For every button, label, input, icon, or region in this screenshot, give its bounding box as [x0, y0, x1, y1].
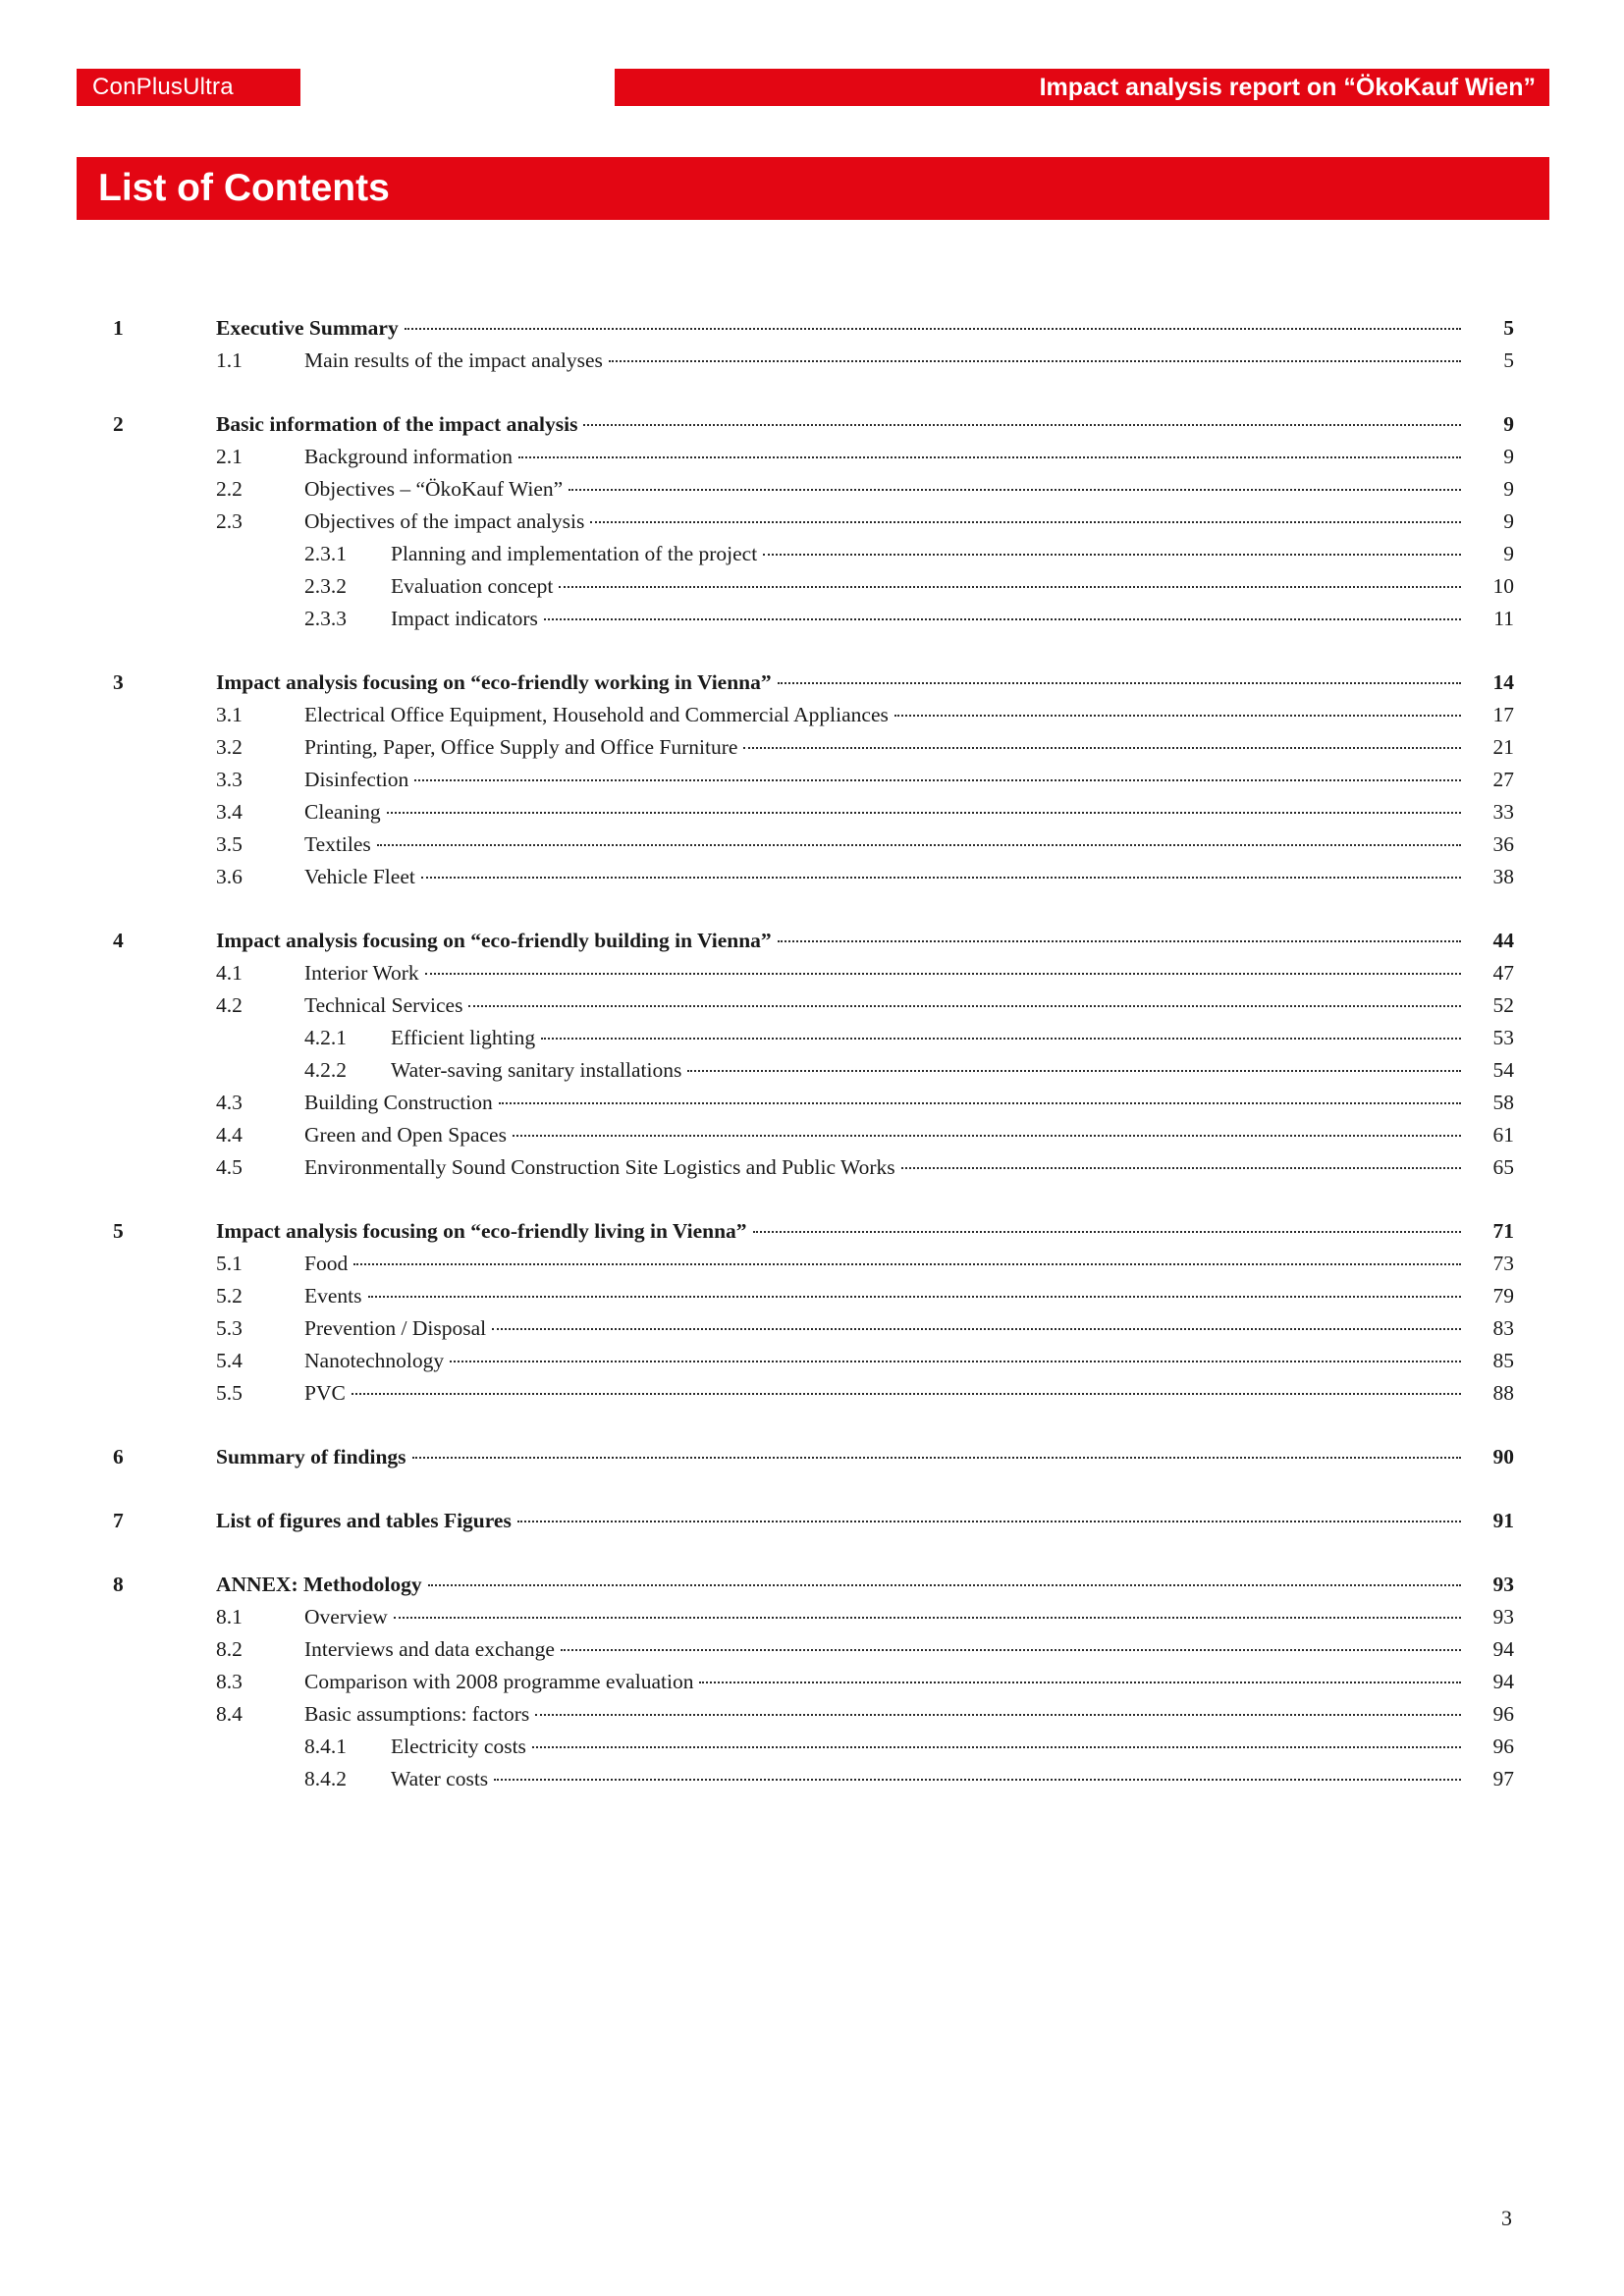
- toc-entry: [113, 1248, 1514, 1280]
- toc-entry-number: 4.2: [216, 993, 243, 1017]
- toc-entry: [113, 1698, 1514, 1731]
- toc-entry-number: 6: [113, 1445, 124, 1468]
- toc-dotted-leader: [421, 877, 1461, 879]
- toc-entry-page: 52: [1492, 993, 1514, 1017]
- toc-entry-number: 8.1: [216, 1605, 243, 1629]
- toc-entry-page: 54: [1492, 1058, 1514, 1082]
- toc-entry-number: 8.4: [216, 1702, 243, 1726]
- toc-entry-page: 27: [1492, 768, 1514, 791]
- toc-dotted-leader: [492, 1328, 1461, 1330]
- toc-entry-number: 4.3: [216, 1091, 243, 1114]
- toc-entry-page: 88: [1492, 1381, 1514, 1405]
- toc-entry-page: 94: [1492, 1637, 1514, 1661]
- toc-entry-number: 4.4: [216, 1123, 243, 1147]
- toc-dotted-leader: [763, 554, 1461, 556]
- toc-entry: [113, 1151, 1514, 1184]
- toc-dotted-leader: [559, 586, 1461, 588]
- page-title: List of Contents: [77, 157, 1549, 220]
- toc-entry-page: 9: [1503, 542, 1514, 565]
- toc-entry: [113, 1280, 1514, 1312]
- toc-dotted-leader: [561, 1649, 1461, 1651]
- toc-entry-page: 10: [1492, 574, 1514, 598]
- toc-entry: [113, 1377, 1514, 1410]
- page-header: [77, 69, 1549, 106]
- toc-entry-number: 5: [113, 1219, 124, 1243]
- toc-entry: [113, 570, 1514, 603]
- toc-entry-page: 65: [1492, 1155, 1514, 1179]
- report-title: Impact analysis report on “ÖkoKauf Wien”: [615, 69, 1549, 106]
- toc-entry: [113, 1022, 1514, 1054]
- toc-entry-number: 5.2: [216, 1284, 243, 1308]
- toc-entry-page: 58: [1492, 1091, 1514, 1114]
- toc-entry: [113, 1633, 1514, 1666]
- toc-dotted-leader: [414, 779, 1461, 781]
- toc-entry-number: 7: [113, 1509, 124, 1532]
- toc-entry-title: Green and Open Spaces: [304, 1123, 507, 1147]
- toc-entry-title: Building Construction: [304, 1091, 493, 1114]
- toc-dotted-leader: [387, 812, 1461, 814]
- toc-entry: [113, 1601, 1514, 1633]
- toc-dotted-leader: [778, 682, 1461, 684]
- toc-entry-page: 73: [1492, 1252, 1514, 1275]
- toc-entry-number: 3.2: [216, 735, 243, 759]
- toc-dotted-leader: [412, 1457, 1461, 1459]
- toc-entry-number: 5.1: [216, 1252, 243, 1275]
- toc-entry-title: Interior Work: [304, 961, 419, 985]
- toc-entry-title: Basic information of the impact analysis: [216, 412, 578, 436]
- toc-entry-title: Summary of findings: [216, 1445, 406, 1468]
- toc-dotted-leader: [535, 1714, 1461, 1716]
- toc-entry-title: Background information: [304, 445, 513, 468]
- toc-dotted-leader: [513, 1135, 1461, 1137]
- toc-entry-number: 5.3: [216, 1316, 243, 1340]
- toc-entry: [113, 345, 1514, 377]
- toc-entry: [113, 1763, 1514, 1795]
- toc-dotted-leader: [425, 973, 1461, 975]
- toc-entry-title: Executive Summary: [216, 316, 399, 340]
- toc-dotted-leader: [352, 1393, 1461, 1395]
- toc-entry-title: Water costs: [391, 1767, 489, 1790]
- toc-entry: [113, 1054, 1514, 1087]
- toc-entry-page: 97: [1492, 1767, 1514, 1790]
- toc-dotted-leader: [450, 1361, 1461, 1362]
- toc-entry: [113, 538, 1514, 570]
- toc-dotted-leader: [568, 489, 1461, 491]
- toc-dotted-leader: [377, 844, 1461, 846]
- toc-entry: [113, 1569, 1514, 1601]
- toc-entry-number: 5.4: [216, 1349, 243, 1372]
- toc-entry-title: Overview: [304, 1605, 388, 1629]
- toc-dotted-leader: [901, 1167, 1461, 1169]
- toc-dotted-leader: [590, 521, 1461, 523]
- toc-entry-number: 2.2: [216, 477, 243, 501]
- toc-dotted-leader: [687, 1070, 1461, 1072]
- toc-entry: [113, 667, 1514, 699]
- toc-entry-number: 2.3.3: [304, 607, 347, 630]
- toc-entry: [113, 957, 1514, 989]
- toc-entry-title: Impact analysis focusing on “eco-friendly building in Vienna”: [216, 929, 772, 952]
- toc-entry-title: Disinfection: [304, 768, 409, 791]
- toc-entry-number: 4.1: [216, 961, 243, 985]
- toc-entry-page: 94: [1492, 1670, 1514, 1693]
- toc-entry-page: 5: [1503, 348, 1514, 372]
- toc-entry: [113, 989, 1514, 1022]
- toc-entry-page: 33: [1492, 800, 1514, 824]
- toc-dotted-leader: [753, 1231, 1461, 1233]
- toc-dotted-leader: [544, 618, 1461, 620]
- toc-dotted-leader: [428, 1584, 1461, 1586]
- toc-entry-number: 8.3: [216, 1670, 243, 1693]
- toc-entry-title: Objectives of the impact analysis: [304, 509, 585, 533]
- toc-entry-title: Events: [304, 1284, 362, 1308]
- toc-dotted-leader: [532, 1746, 1461, 1748]
- toc-entry-number: 5.5: [216, 1381, 243, 1405]
- toc-entry-number: 3: [113, 670, 124, 694]
- toc-entry-title: Water-saving sanitary installations: [391, 1058, 682, 1082]
- toc-entry-page: 85: [1492, 1349, 1514, 1372]
- toc-entry-page: 9: [1503, 412, 1514, 436]
- toc-entry-page: 61: [1492, 1123, 1514, 1147]
- toc-entry-page: 17: [1492, 703, 1514, 726]
- toc-entry: [113, 506, 1514, 538]
- toc-entry-page: 9: [1503, 509, 1514, 533]
- toc-entry-page: 83: [1492, 1316, 1514, 1340]
- toc-entry-title: Basic assumptions: factors: [304, 1702, 530, 1726]
- toc-dotted-leader: [405, 328, 1461, 330]
- toc-entry-title: Comparison with 2008 programme evaluation: [304, 1670, 694, 1693]
- toc-entry: [113, 1215, 1514, 1248]
- toc-entry: [113, 861, 1514, 893]
- toc-entry-number: 8.4.2: [304, 1767, 347, 1790]
- toc-entry-number: 4.2.2: [304, 1058, 347, 1082]
- toc-entry-number: 3.3: [216, 768, 243, 791]
- toc-entry-title: Electricity costs: [391, 1735, 526, 1758]
- toc-entry-title: Impact analysis focusing on “eco-friendly living in Vienna”: [216, 1219, 747, 1243]
- toc-entry-title: List of figures and tables Figures: [216, 1509, 512, 1532]
- toc-entry-number: 4.5: [216, 1155, 243, 1179]
- toc-entry-page: 53: [1492, 1026, 1514, 1049]
- toc-dotted-leader: [468, 1005, 1461, 1007]
- toc-entry-page: 38: [1492, 865, 1514, 888]
- toc-dotted-leader: [583, 424, 1461, 426]
- toc-entry: [113, 312, 1514, 345]
- toc-entry: [113, 1119, 1514, 1151]
- toc-entry-page: 90: [1492, 1445, 1514, 1468]
- toc-entry: [113, 1345, 1514, 1377]
- toc-dotted-leader: [494, 1779, 1461, 1781]
- toc-entry-number: 4.2.1: [304, 1026, 347, 1049]
- toc-entry-number: 1.1: [216, 348, 243, 372]
- toc-entry-number: 3.1: [216, 703, 243, 726]
- toc-dotted-leader: [609, 360, 1461, 362]
- toc-dotted-leader: [518, 456, 1461, 458]
- toc-entry-number: 8.2: [216, 1637, 243, 1661]
- toc-entry-page: 21: [1492, 735, 1514, 759]
- toc-entry: [113, 925, 1514, 957]
- toc-dotted-leader: [743, 747, 1461, 749]
- toc-entry: [113, 1087, 1514, 1119]
- toc-entry-page: 9: [1503, 445, 1514, 468]
- toc-entry: [113, 1666, 1514, 1698]
- toc-dotted-leader: [699, 1682, 1461, 1683]
- toc-entry-page: 91: [1492, 1509, 1514, 1532]
- toc-entry-number: 2.3.1: [304, 542, 347, 565]
- toc-dotted-leader: [499, 1102, 1461, 1104]
- toc-entry-page: 5: [1503, 316, 1514, 340]
- toc-entry-title: Impact analysis focusing on “eco-friendly working in Vienna”: [216, 670, 772, 694]
- toc-entry-title: Impact indicators: [391, 607, 538, 630]
- toc-entry-number: 8.4.1: [304, 1735, 347, 1758]
- toc-entry-number: 2: [113, 412, 124, 436]
- toc-entry-title: Efficient lighting: [391, 1026, 536, 1049]
- toc-entry-title: Interviews and data exchange: [304, 1637, 555, 1661]
- toc-entry-title: Cleaning: [304, 800, 381, 824]
- toc-entry: [113, 764, 1514, 796]
- toc-entry-title: Main results of the impact analyses: [304, 348, 603, 372]
- toc-entry-title: ANNEX: Methodology: [216, 1573, 422, 1596]
- toc-entry-page: 93: [1492, 1573, 1514, 1596]
- brand-logo: ConPlusUltra: [77, 69, 300, 106]
- toc-entry-title: Printing, Paper, Office Supply and Office Furniture: [304, 735, 738, 759]
- toc-entry: [113, 796, 1514, 828]
- footer-page-number: 3: [1501, 2206, 1512, 2230]
- toc-entry: [113, 1441, 1514, 1473]
- toc-entry-title: Evaluation concept: [391, 574, 554, 598]
- toc-entry-page: 96: [1492, 1702, 1514, 1726]
- toc-entry-title: Environmentally Sound Construction Site Logistics and Public Works: [304, 1155, 895, 1179]
- toc-entry: [113, 1312, 1514, 1345]
- toc-entry-number: 1: [113, 316, 124, 340]
- toc-entry-title: Textiles: [304, 832, 371, 856]
- toc-dotted-leader: [517, 1521, 1461, 1522]
- toc-entry-page: 36: [1492, 832, 1514, 856]
- table-of-contents: [113, 312, 1514, 1795]
- toc-entry-number: 3.5: [216, 832, 243, 856]
- toc-entry-title: Technical Services: [304, 993, 463, 1017]
- toc-entry: [113, 473, 1514, 506]
- toc-entry-title: Nanotechnology: [304, 1349, 445, 1372]
- toc-entry-page: 44: [1492, 929, 1514, 952]
- toc-entry-title: Vehicle Fleet: [304, 865, 415, 888]
- toc-entry: [113, 699, 1514, 731]
- toc-entry-number: 3.6: [216, 865, 243, 888]
- toc-entry-title: Objectives – “ÖkoKauf Wien”: [304, 477, 564, 501]
- toc-entry: [113, 828, 1514, 861]
- toc-entry: [113, 603, 1514, 635]
- toc-entry: [113, 1731, 1514, 1763]
- toc-entry: [113, 441, 1514, 473]
- toc-entry-number: 2.1: [216, 445, 243, 468]
- toc-entry-page: 47: [1492, 961, 1514, 985]
- toc-entry-title: Prevention / Disposal: [304, 1316, 487, 1340]
- toc-dotted-leader: [894, 715, 1461, 717]
- toc-entry-title: PVC: [304, 1381, 346, 1405]
- toc-entry-number: 4: [113, 929, 124, 952]
- toc-entry: [113, 731, 1514, 764]
- toc-entry-page: 71: [1492, 1219, 1514, 1243]
- toc-dotted-leader: [353, 1263, 1461, 1265]
- toc-entry-page: 96: [1492, 1735, 1514, 1758]
- toc-entry-number: 2.3.2: [304, 574, 347, 598]
- toc-entry-title: Planning and implementation of the project: [391, 542, 758, 565]
- toc-entry-page: 11: [1493, 607, 1514, 630]
- toc-entry-page: 79: [1492, 1284, 1514, 1308]
- toc-entry-number: 8: [113, 1573, 124, 1596]
- toc-entry: [113, 408, 1514, 441]
- toc-entry-number: 2.3: [216, 509, 243, 533]
- toc-entry-page: 93: [1492, 1605, 1514, 1629]
- toc-entry-number: 3.4: [216, 800, 243, 824]
- toc-entry-page: 9: [1503, 477, 1514, 501]
- toc-entry-title: Electrical Office Equipment, Household and Commercial Appliances: [304, 703, 889, 726]
- toc-dotted-leader: [541, 1038, 1461, 1040]
- toc-entry-title: Food: [304, 1252, 349, 1275]
- toc-entry-page: 14: [1492, 670, 1514, 694]
- toc-dotted-leader: [394, 1617, 1461, 1619]
- toc-dotted-leader: [368, 1296, 1461, 1298]
- toc-entry: [113, 1505, 1514, 1537]
- toc-dotted-leader: [778, 940, 1461, 942]
